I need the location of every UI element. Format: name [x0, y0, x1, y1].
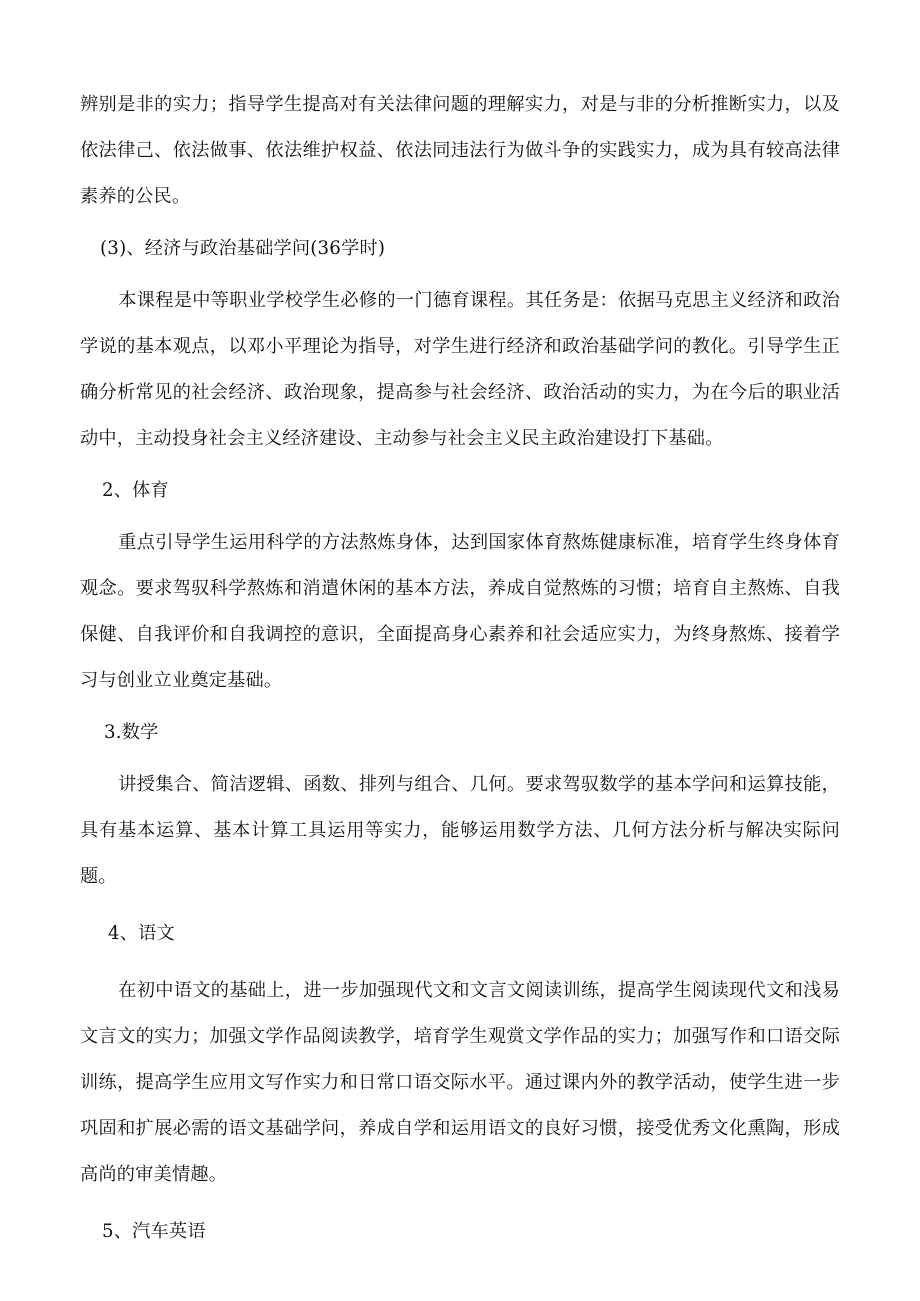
paragraph-chinese: 在初中语文的基础上，进一步加强现代文和文言文阅读训练，提高学生阅读现代文和浅易文言文的实力；加强文学作品阅读教学，培育学生观赏文学作品的实力；加强写作和口语交际训练，提高学生应用文写作实力和日常口语交际水平。通过课内外的教学活动，使学生进一步巩固和扩展必需的语文基础学问，养成自学和运用语文的良好习惯，接受优秀文化熏陶，形成高尚的审美情趣。	[80, 980, 840, 1185]
paragraph-mathematics: 讲授集合、简洁逻辑、函数、排列与组合、几何。要求驾驭数学的基本学问和运算技能，具有基本运算、基本计算工具运用等实力，能够运用数学方法、几何方法分析与解决实际问题。	[80, 774, 840, 887]
document-body	[80, 82, 840, 1255]
paragraph-economics-politics: 本课程是中等职业学校学生必修的一门德育课程。其任务是：依据马克思主义经济和政治学说的基本观点，以邓小平理论为指导，对学生进行经济和政治基础学问的教化。引导学生正确分析常见的社会经济、政治现象，提高参与社会经济、政治活动的实力，为在今后的职业活动中，主动投身社会主义经济建设、主动参与社会主义民主政治建设打下基础。	[80, 290, 840, 449]
heading-mathematics: 3.数学	[104, 722, 159, 743]
heading-physical-education: 2、体育	[102, 480, 169, 501]
heading-automotive-english: 5、汽车英语	[102, 1221, 206, 1242]
paragraph-law-literacy: 辨别是非的实力；指导学生提高对有关法律问题的理解实力，对是与非的分析推断实力，以及依法律己、依法做事、依法维护权益、依法同违法行为做斗争的实践实力，成为具有较高法律素养的公民。	[80, 94, 840, 207]
heading-chinese: 4、语文	[108, 923, 175, 944]
heading-economics-politics: (3)、经济与政治基础学问(36学时)	[100, 238, 386, 259]
paragraph-physical-education: 重点引导学生运用科学的方法熬炼身体，达到国家体育熬炼健康标准，培育学生终身体育观念。要求驾驭科学熬炼和消遣休闲的基本方法，养成自觉熬炼的习惯；培育自主熬炼、自我保健、自我评价和自我调控的意识，全面提高身心素养和社会适应实力，为终身熬炼、接着学习与创业立业奠定基础。	[80, 532, 840, 691]
